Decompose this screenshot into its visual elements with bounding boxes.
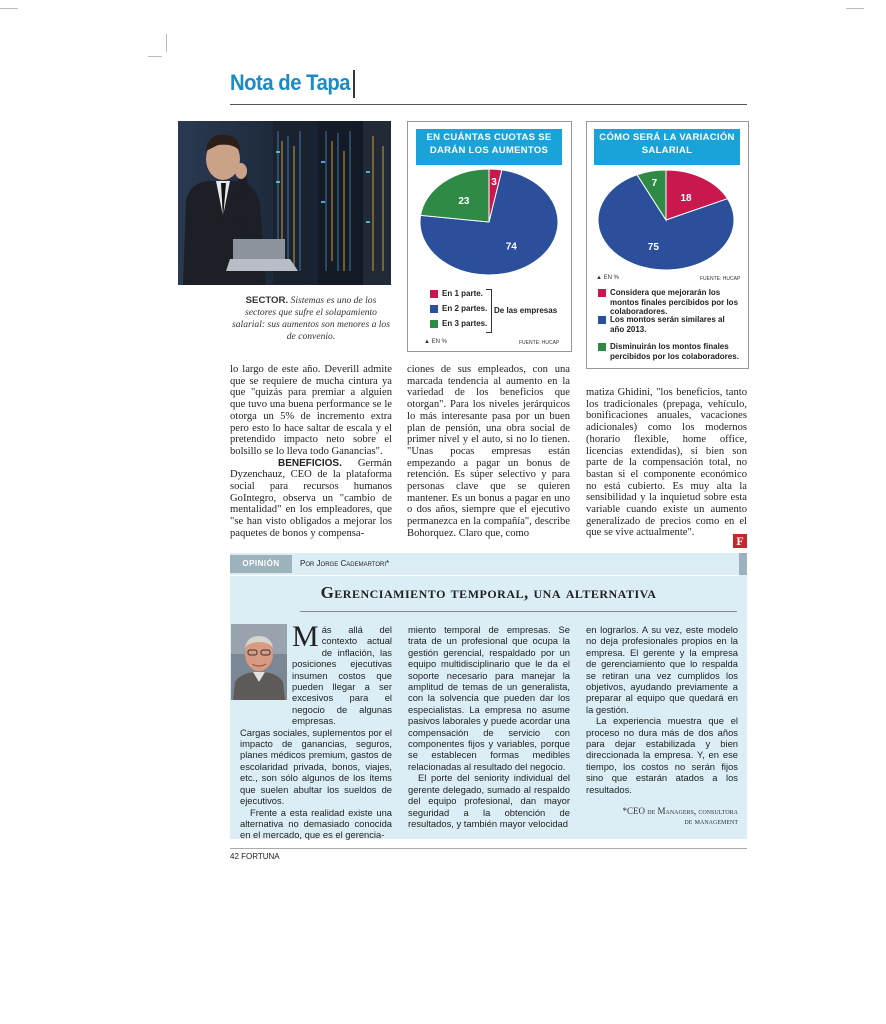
legend-label: Disminuirán los montos finales percibidos por los colaboradores. (610, 342, 739, 361)
caption-text: Sistemas es uno de los sectores que sufre el solapamiento salarial: sus aumentos son menores a los de convenio. (232, 295, 390, 342)
caption-lead: SECTOR. (245, 295, 289, 306)
server-room-photo (178, 121, 391, 285)
legend-swatch (598, 343, 606, 351)
opinion-tag: OPINIÓN (230, 555, 292, 573)
article-paragraph: ciones de sus empleados, con una marcada tendencia al aumento en la variedad de los beneficios que otorgan". Para los niveles jerárquicos lo más interesante pasa por un buen plan de pensión, una obra social de primer nivel y el auto, si no lo tienen. "Unas pocas empresas están empezando a pagar un bonus de retención. Es súper selectivo y para personas clave que se quieren mantener. Es un bonus a pagar en uno o dos años, siempre que el ejecutivo permanezca en la compañía", describe Bohorquez. Claro que, como (407, 364, 570, 539)
legend-label: En 3 partes. (442, 319, 488, 328)
legend-swatch (430, 290, 438, 298)
page-folio: 42 FORTUNA (230, 852, 280, 861)
opinion-paragraph: El porte del seniority individual del gerente delegado, sumado al respaldo del equipo profesional, dan mayor seguridad a la obtención de resultados, y también mayor velocidad (408, 772, 570, 829)
crop-mark (846, 8, 864, 9)
chart-source: FUENTE: HUCAP (519, 340, 560, 346)
article-paragraph (230, 458, 392, 540)
opinion-paragraph: Cargas sociales, suplementos por el impacto de ganancias, seguros, planes médicos premium, gastos de escolaridad privada, bonos, viajes, etc., son sólo algunos de los ítems que suelen abultar los sueldos de ejecutivos. (240, 726, 392, 807)
title-divider (353, 70, 355, 98)
end-mark-logo: F (733, 534, 747, 548)
pie-data-label: 74 (505, 241, 517, 253)
opinion-header-rule (230, 575, 740, 576)
crop-mark (166, 34, 167, 52)
pie-data-label: 7 (651, 177, 658, 189)
legend-swatch (598, 289, 606, 297)
chart-title: CÓMO SERÁ LA VARIACIÓN SALARIAL (594, 129, 740, 165)
opinion-column-1 (240, 620, 392, 841)
legend-label: En 2 partes. (442, 304, 488, 313)
legend-item (430, 304, 490, 314)
legend-item (598, 342, 740, 361)
unit-note: ▲ EN % (424, 339, 447, 345)
opinion-paragraph: Frente a esta realidad existe una alternativa no demasiado conocida en el mercado, que es el gerencia- (240, 806, 392, 841)
legend-item (598, 288, 740, 317)
unit-note-text: EN % (603, 275, 619, 281)
chart-title: EN CUÁNTAS CUOTAS SE DARÁN LOS AUMENTOS (416, 129, 562, 165)
signature-line-1: *CEO de Managers, consultora (622, 806, 738, 816)
pie-data-label: 23 (458, 196, 470, 208)
opinion-author: Por Jorge Cademartori* (300, 559, 390, 568)
photo-caption (230, 295, 392, 343)
opinion-paragraph: en lograrlos. A su vez, este modelo no deja profesionales propios en la empresa. El gerente y la empresa de gerenciamiento que lo respalda se retiran una vez cumplidos los objetivos, ayudando previamente a preparar al equipo que quedará en la gestión. (586, 624, 738, 715)
chart-legend (598, 288, 744, 366)
legend-item (598, 315, 740, 334)
pie-data-label: 75 (647, 241, 659, 253)
unit-note: ▲ EN % (596, 275, 619, 281)
crop-mark (148, 56, 162, 57)
opinion-corner-bar (739, 553, 747, 575)
pie-data-label: 3 (491, 176, 497, 188)
opinion-title: Gerenciamiento temporal, una alternativa (320, 583, 657, 602)
article-column-2 (407, 364, 570, 540)
legend-swatch (430, 305, 438, 313)
unit-note-text: EN % (431, 339, 447, 345)
legend-swatch (598, 316, 606, 324)
signature-line-2: de management (684, 816, 738, 826)
legend-item (430, 289, 490, 299)
footer-rule (230, 848, 747, 849)
opinion-paragraph-text: ás allá del contexto actual de inflación, las posiciones ejecutivas insumen costos que pueden llegar a ser excesivos para el negocio de algunas empresas. (292, 624, 392, 727)
legend-label: Considera que mejorarán los montos finales percibidos por los colaboradores. (610, 288, 739, 316)
pie-chart-installments (412, 166, 567, 288)
pie-data-label: 18 (680, 192, 692, 204)
article-paragraph: lo largo de este año. Deverill admite que se requiere de mucha cintura ya que "quizás para premiar a alguien que tuvo una buena performance se le otorga un 5% de incremento extra pero esto lo hace saltar de escala y el pretendido impacto neto sobre el bolsillo se lo lleva todo Ganancias". (230, 364, 392, 457)
article-column-3 (586, 387, 747, 539)
legend-item (430, 319, 490, 329)
opinion-paragraph: miento temporal de empresas. Se trata de un profesional que ocupa la gestión gerencial, respaldado por un equipo multidisciplinario que le da el soporte necesario para manejar la amplitud de temas de un generalista, con la solvencia que pueden dar los especialistas. La empresa no asume pasivos laborales y puede acordar una compensación de servicio con componentes fijos y variables, porque se establecen formas medibles relacionadas al resultado del negocio. (408, 624, 570, 772)
chart-source: FUENTE: HUCAP (700, 276, 741, 282)
opinion-column-3 (586, 624, 738, 795)
opinion-column-2 (408, 624, 570, 829)
opinion-paragraph (292, 620, 392, 727)
article-paragraph-text: Germán Dyzenchauz, CEO de la plataforma social para recursos humanos GoIntegro, observa un "cambio de mentalidad" en los empleadores, que "se han visto obligados a mejorar los paquetes de bonos y compensa- (230, 457, 392, 539)
article-column-1 (230, 364, 392, 540)
author-signature (586, 806, 738, 826)
pie-chart-salary-variation (590, 166, 745, 274)
legend-label: En 1 parte. (442, 289, 483, 298)
legend-label: Los montos serán similares al año 2013. (610, 315, 725, 334)
drop-cap: M (292, 620, 319, 653)
legend-swatch (430, 320, 438, 328)
pie-slice (421, 169, 489, 222)
header-rule (230, 104, 747, 105)
legend-bracket (486, 289, 492, 333)
opinion-paragraph: La experiencia muestra que el proceso no dura más de dos años para dejar estabilizada y bien direccionada la empresa. Y, en ese tiempo, los costos no serán fijos sino que estarán atados a los resultados. (586, 715, 738, 795)
crop-mark (0, 8, 18, 9)
opinion-title-rule (300, 611, 737, 612)
subhead-benefits: BENEFICIOS. (277, 457, 342, 469)
section-title: Nota de Tapa (230, 70, 351, 95)
article-paragraph: matiza Ghidini, "los beneficios, tanto los tradicionales (prepaga, vehículo, bonificaciones anuales, vacaciones adicionales) como los modernos (horario flexible, home office, licencias extendidas), si bien son parte de la compensación total, no bastan si el componente económico no está cubierto. Es muy alta la sensibilidad y la inquietud sobre esta variable cuando existe un aumento generalizado de precios como en el que se vive actualmente". (586, 387, 747, 539)
legend-group-label: De las empresas (494, 306, 558, 315)
